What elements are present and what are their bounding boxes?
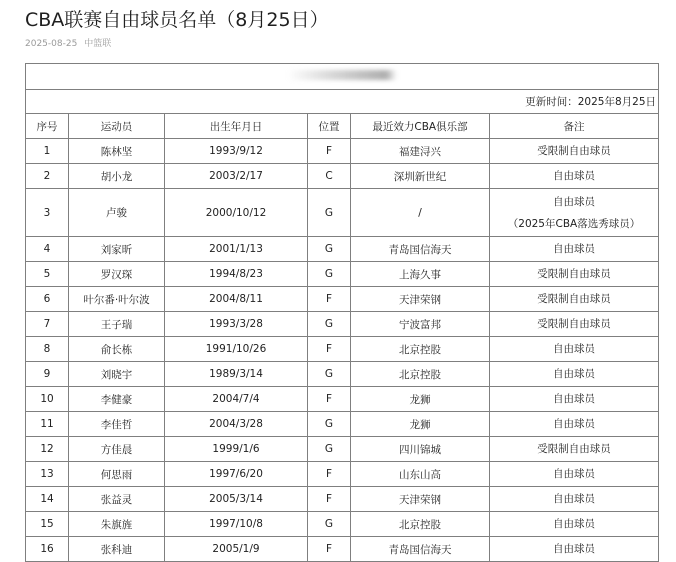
cell-no: 12	[26, 437, 69, 462]
note-text: 自由球员	[553, 243, 595, 255]
cell-no: 8	[26, 337, 69, 362]
table-row	[26, 512, 659, 537]
header-position: 位置	[308, 114, 351, 139]
table-row	[26, 262, 659, 287]
cell-birth: 1993/9/12	[165, 139, 308, 164]
cell-position: F	[308, 337, 351, 362]
cell-no: 14	[26, 487, 69, 512]
table-header-row	[26, 114, 659, 139]
cell-no: 7	[26, 312, 69, 337]
cell-name: 罗汉琛	[69, 262, 165, 287]
cell-club: 宁波富邦	[351, 312, 490, 337]
note-text: 自由球员	[553, 368, 595, 380]
cell-no: 1	[26, 139, 69, 164]
table-row	[26, 362, 659, 387]
cell-position: C	[308, 164, 351, 189]
cell-position: F	[308, 387, 351, 412]
cell-position: G	[308, 312, 351, 337]
cell-no: 5	[26, 262, 69, 287]
cell-birth: 2004/3/28	[165, 412, 308, 437]
cell-position: G	[308, 437, 351, 462]
cell-birth: 1997/6/20	[165, 462, 308, 487]
cell-note	[490, 537, 659, 562]
cell-name: 何思雨	[69, 462, 165, 487]
cell-position: G	[308, 237, 351, 262]
cell-club: 青岛国信海天	[351, 537, 490, 562]
cell-position: G	[308, 362, 351, 387]
header-name: 运动员	[69, 114, 165, 139]
header-birth: 出生年月日	[165, 114, 308, 139]
cell-name: 李佳哲	[69, 412, 165, 437]
cell-note	[490, 287, 659, 312]
free-agent-table	[25, 63, 659, 562]
cell-birth: 2005/3/14	[165, 487, 308, 512]
cell-club: 北京控股	[351, 362, 490, 387]
cell-birth: 2000/10/12	[165, 189, 308, 237]
table-row	[26, 189, 659, 237]
table-row	[26, 537, 659, 562]
cell-note	[490, 462, 659, 487]
source-name: 中篮联	[84, 39, 112, 49]
cell-birth: 1989/3/14	[165, 362, 308, 387]
table-row	[26, 387, 659, 412]
cell-club: 天津荣钢	[351, 287, 490, 312]
cell-note	[490, 262, 659, 287]
cell-name: 卢骏	[69, 189, 165, 237]
cell-name: 刘家昕	[69, 237, 165, 262]
cell-no: 4	[26, 237, 69, 262]
note-text: 受限制自由球员	[537, 443, 611, 455]
header-note: 备注	[490, 114, 659, 139]
cell-club: 山东山高	[351, 462, 490, 487]
table-row	[26, 287, 659, 312]
cell-no: 9	[26, 362, 69, 387]
cell-note	[490, 312, 659, 337]
cell-position: F	[308, 462, 351, 487]
cell-club: /	[351, 189, 490, 237]
cell-position: G	[308, 262, 351, 287]
cell-note	[490, 412, 659, 437]
cell-club: 青岛国信海天	[351, 237, 490, 262]
table-row	[26, 487, 659, 512]
cell-no: 13	[26, 462, 69, 487]
cell-club: 上海久事	[351, 262, 490, 287]
note-text: 自由球员	[553, 418, 595, 430]
cell-birth: 1993/3/28	[165, 312, 308, 337]
cell-position: G	[308, 412, 351, 437]
update-time: 更新时间：2025年8月25日	[26, 90, 659, 114]
table-row	[26, 437, 659, 462]
note-text: 自由球员	[553, 518, 595, 530]
cell-note	[490, 189, 659, 237]
cell-no: 15	[26, 512, 69, 537]
cell-name: 张科迪	[69, 537, 165, 562]
note-text: 受限制自由球员	[537, 318, 611, 330]
cell-birth: 2001/1/13	[165, 237, 308, 262]
cell-note	[490, 387, 659, 412]
cell-name: 陈林坚	[69, 139, 165, 164]
note-text: 受限制自由球员	[537, 293, 611, 305]
header-no: 序号	[26, 114, 69, 139]
table-row	[26, 337, 659, 362]
cell-note	[490, 337, 659, 362]
cell-club: 北京控股	[351, 337, 490, 362]
article-meta	[25, 38, 115, 50]
cell-note	[490, 512, 659, 537]
cell-no: 3	[26, 189, 69, 237]
cell-note	[490, 362, 659, 387]
cell-no: 10	[26, 387, 69, 412]
cell-position: G	[308, 512, 351, 537]
cell-birth: 2005/1/9	[165, 537, 308, 562]
cell-no: 16	[26, 537, 69, 562]
cell-name: 叶尔番·叶尔波	[69, 287, 165, 312]
note-text: 自由球员	[553, 393, 595, 405]
cell-note	[490, 164, 659, 189]
cell-club: 福建浔兴	[351, 139, 490, 164]
cell-name: 李健豪	[69, 387, 165, 412]
cell-club: 龙狮	[351, 387, 490, 412]
cell-position: F	[308, 287, 351, 312]
note-text: 自由球员	[553, 468, 595, 480]
cell-club: 北京控股	[351, 512, 490, 537]
cell-name: 俞长栋	[69, 337, 165, 362]
cell-position: G	[308, 189, 351, 237]
cell-name: 胡小龙	[69, 164, 165, 189]
cell-name: 张益灵	[69, 487, 165, 512]
cell-club: 天津荣钢	[351, 487, 490, 512]
header-club: 最近效力CBA俱乐部	[351, 114, 490, 139]
cell-no: 6	[26, 287, 69, 312]
cell-birth: 1999/1/6	[165, 437, 308, 462]
cell-position: F	[308, 139, 351, 164]
cell-name: 朱旗旌	[69, 512, 165, 537]
table-row	[26, 412, 659, 437]
cell-birth: 1994/8/23	[165, 262, 308, 287]
note-text: 受限制自由球员	[537, 145, 611, 157]
table-caption-row	[26, 64, 659, 90]
note-text: 自由球员	[553, 343, 595, 355]
cell-note	[490, 437, 659, 462]
cell-note	[490, 487, 659, 512]
note-subtext: （2025年CBA落选秀球员）	[507, 217, 641, 230]
cell-name: 王子瑞	[69, 312, 165, 337]
cell-note	[490, 237, 659, 262]
cell-birth: 2004/8/11	[165, 287, 308, 312]
note-text: 自由球员	[553, 195, 595, 208]
cell-name: 方佳晨	[69, 437, 165, 462]
cell-birth: 2004/7/4	[165, 387, 308, 412]
cell-note	[490, 139, 659, 164]
cell-position: F	[308, 537, 351, 562]
note-text: 受限制自由球员	[537, 268, 611, 280]
cell-club: 深圳新世纪	[351, 164, 490, 189]
note-text: 自由球员	[553, 170, 595, 182]
table-row	[26, 164, 659, 189]
cell-no: 2	[26, 164, 69, 189]
blurred-caption-cell	[26, 64, 659, 90]
page-title: CBA联赛自由球员名单（8月25日）	[25, 9, 329, 31]
table-row	[26, 237, 659, 262]
note-text: 自由球员	[553, 543, 595, 555]
cell-no: 11	[26, 412, 69, 437]
publish-date: 2025-08-25	[25, 39, 78, 49]
update-time-row	[26, 90, 659, 114]
note-text: 自由球员	[553, 493, 595, 505]
table-row	[26, 139, 659, 164]
cell-club: 四川锦城	[351, 437, 490, 462]
blurred-watermark	[287, 70, 397, 80]
table-row	[26, 312, 659, 337]
cell-birth: 2003/2/17	[165, 164, 308, 189]
cell-birth: 1997/10/8	[165, 512, 308, 537]
table-row	[26, 462, 659, 487]
cell-position: F	[308, 487, 351, 512]
cell-club: 龙狮	[351, 412, 490, 437]
cell-name: 刘晓宇	[69, 362, 165, 387]
cell-birth: 1991/10/26	[165, 337, 308, 362]
